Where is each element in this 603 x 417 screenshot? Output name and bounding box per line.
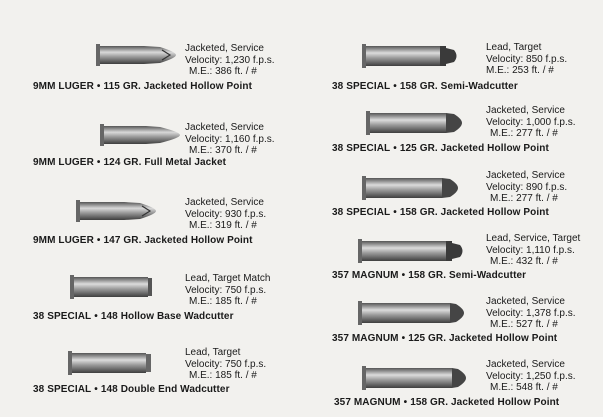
cartridge-specs <box>185 347 266 382</box>
muzzle-energy: M.E.: 277 ft. / # <box>490 128 558 139</box>
cartridge-9mm-jhp-image <box>96 40 178 70</box>
caliber: 9MM LUGER <box>33 235 94 246</box>
caliber: 38 SPECIAL <box>33 384 92 395</box>
muzzle-energy: M.E.: 386 ft. / # <box>189 66 257 77</box>
cartridge-357-swc-image <box>358 237 468 265</box>
cartridge-specs <box>185 43 275 78</box>
velocity: Velocity: 1,250 f.p.s. <box>486 370 576 382</box>
velocity: Velocity: 750 f.p.s. <box>185 284 267 296</box>
cartridge-38-125-jhp-image <box>366 109 466 137</box>
load-type: Lead, Target Match <box>185 273 271 284</box>
caliber: 9MM LUGER <box>33 157 94 168</box>
muzzle-energy: M.E.: 185 ft. / # <box>189 296 257 307</box>
cartridge-specs <box>486 296 576 331</box>
velocity: Velocity: 1,230 f.p.s. <box>185 54 275 66</box>
muzzle-energy: M.E.: 432 ft. / # <box>490 256 558 267</box>
velocity: Velocity: 1,110 f.p.s. <box>486 244 575 256</box>
cartridge-9mm-fmj-image <box>100 120 182 150</box>
cartridge-caption <box>332 81 518 92</box>
load-description: 158 GR. Jacketed Hollow Point <box>399 207 549 218</box>
caliber: 9MM LUGER <box>33 81 94 92</box>
cartridge-38-dewc-image <box>68 348 154 378</box>
cartridge-specs <box>486 105 576 140</box>
caliber: 38 SPECIAL <box>33 311 92 322</box>
cartridge-38-swc-image <box>362 42 462 70</box>
load-description: 148 Double End Wadcutter <box>100 384 230 395</box>
separator: • <box>403 397 408 408</box>
separator: • <box>393 81 397 92</box>
muzzle-energy: M.E.: 548 ft. / # <box>490 382 558 393</box>
load-description: 158 GR. Semi-Wadcutter <box>399 81 518 92</box>
cartridge-38-hbwc-image <box>70 272 156 302</box>
cartridge-357-125-jhp-image <box>358 299 468 327</box>
caliber: 357 MAGNUM <box>334 397 401 408</box>
cartridge-38-158-jhp-image <box>362 174 462 202</box>
velocity: Velocity: 890 f.p.s. <box>486 181 568 193</box>
load-type: Jacketed, Service <box>486 170 565 181</box>
separator: • <box>96 235 101 246</box>
cartridge-specs <box>185 122 275 157</box>
cartridge-caption <box>332 143 549 154</box>
load-type: Jacketed, Service <box>185 43 264 54</box>
caliber: 38 SPECIAL <box>332 81 391 92</box>
separator: • <box>94 384 98 395</box>
load-description: 158 GR. Semi-Wadcutter <box>408 270 527 281</box>
muzzle-energy: M.E.: 527 ft. / # <box>490 319 558 330</box>
separator: • <box>94 311 98 322</box>
load-type: Jacketed, Service <box>486 359 565 370</box>
velocity: Velocity: 850 f.p.s. <box>486 53 568 65</box>
cartridge-9mm-147-image <box>76 196 158 226</box>
velocity: Velocity: 930 f.p.s. <box>185 208 267 220</box>
cartridge-caption <box>33 235 253 246</box>
separator: • <box>96 157 101 168</box>
load-description: 158 GR. Jacketed Hollow Point <box>410 397 560 408</box>
cartridge-caption <box>332 270 526 281</box>
cartridge-caption <box>33 81 252 92</box>
caliber: 38 SPECIAL <box>332 143 391 154</box>
muzzle-energy: M.E.: 319 ft. / # <box>189 220 257 231</box>
load-type: Jacketed, Service <box>486 296 565 307</box>
cartridge-specs <box>185 197 266 232</box>
velocity: Velocity: 750 f.p.s. <box>185 358 267 370</box>
load-type: Jacketed, Service <box>185 122 264 133</box>
muzzle-energy: M.E.: 253 ft. / # <box>486 65 554 76</box>
load-type: Jacketed, Service <box>486 105 565 116</box>
cartridge-specs <box>486 359 576 394</box>
separator: • <box>393 143 397 154</box>
cartridge-specs <box>486 42 567 77</box>
load-description: 125 GR. Jacketed Hollow Point <box>399 143 549 154</box>
velocity: Velocity: 1,000 f.p.s. <box>486 116 576 128</box>
separator: • <box>401 333 406 344</box>
muzzle-energy: M.E.: 277 ft. / # <box>490 193 558 204</box>
separator: • <box>96 81 101 92</box>
load-type: Lead, Target <box>486 42 542 53</box>
cartridge-caption <box>33 384 230 395</box>
cartridge-caption <box>33 311 234 322</box>
load-type: Lead, Target <box>185 347 241 358</box>
cartridge-specs <box>486 170 567 205</box>
load-description: 125 GR. Jacketed Hollow Point <box>408 333 558 344</box>
cartridge-caption <box>332 333 557 344</box>
separator: • <box>401 270 406 281</box>
caliber: 357 MAGNUM <box>332 270 399 281</box>
load-type: Lead, Service, Target <box>486 233 581 244</box>
velocity: Velocity: 1,160 f.p.s. <box>185 133 275 145</box>
muzzle-energy: M.E.: 370 ft. / # <box>189 145 257 156</box>
caliber: 357 MAGNUM <box>332 333 399 344</box>
cartridge-357-158-jhp-image <box>362 364 472 392</box>
velocity: Velocity: 1,378 f.p.s. <box>486 307 576 319</box>
load-description: 147 GR. Jacketed Hollow Point <box>103 235 253 246</box>
separator: • <box>393 207 397 218</box>
cartridge-caption <box>33 157 226 168</box>
load-description: 115 GR. Jacketed Hollow Point <box>103 81 253 92</box>
caliber: 38 SPECIAL <box>332 207 391 218</box>
cartridge-caption <box>334 397 559 408</box>
cartridge-specs <box>185 273 270 308</box>
muzzle-energy: M.E.: 185 ft. / # <box>189 370 257 381</box>
load-description: 148 Hollow Base Wadcutter <box>100 311 234 322</box>
cartridge-specs <box>486 233 580 268</box>
load-type: Jacketed, Service <box>185 197 264 208</box>
load-description: 124 GR. Full Metal Jacket <box>103 157 227 168</box>
cartridge-caption <box>332 207 549 218</box>
